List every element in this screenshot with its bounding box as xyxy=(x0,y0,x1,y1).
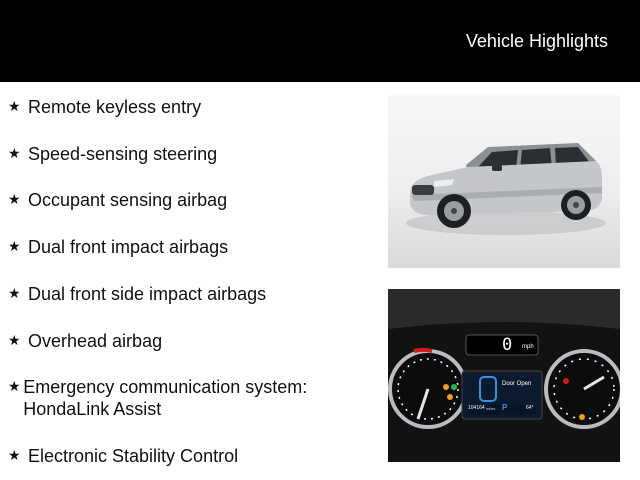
list-item xyxy=(8,189,348,211)
odometer-unit: miles xyxy=(486,406,496,411)
gear-indicator: P xyxy=(502,403,508,412)
list-item xyxy=(8,376,348,420)
star-icon: ★ xyxy=(8,238,21,254)
list-item xyxy=(8,283,348,305)
list-item xyxy=(8,330,348,352)
temperature-readout: 64° xyxy=(526,405,534,411)
feature-text: Emergency communication system: HondaLink Assist xyxy=(23,377,308,419)
speed-value: 0 xyxy=(502,335,513,355)
speed-unit: mph xyxy=(522,344,534,350)
feature-text: Speed-sensing steering xyxy=(28,144,218,164)
star-icon: ★ xyxy=(8,285,21,301)
cluster-message: Door Open xyxy=(502,381,532,387)
feature-text: Overhead airbag xyxy=(28,331,163,351)
odometer-value: 104164 xyxy=(468,405,485,411)
star-icon: ★ xyxy=(8,191,21,207)
list-item xyxy=(8,96,348,118)
list-item xyxy=(8,143,348,165)
feature-text: Occupant sensing airbag xyxy=(28,190,228,210)
vehicle-exterior-photo xyxy=(388,95,620,268)
feature-text: Dual front side impact airbags xyxy=(28,284,267,304)
list-item xyxy=(8,445,348,467)
star-icon: ★ xyxy=(8,378,21,394)
list-item xyxy=(8,236,348,258)
page-title: Vehicle Highlights xyxy=(465,31,608,51)
star-icon: ★ xyxy=(8,332,21,348)
star-icon: ★ xyxy=(8,145,21,161)
suv-illustration xyxy=(388,95,620,268)
feature-text: Dual front impact airbags xyxy=(28,237,229,257)
feature-text: Electronic Stability Control xyxy=(28,446,239,466)
dashboard-illustration xyxy=(388,289,620,462)
feature-text: Remote keyless entry xyxy=(28,97,202,117)
star-icon: ★ xyxy=(8,98,21,114)
instrument-cluster-photo xyxy=(388,289,620,462)
star-icon: ★ xyxy=(8,447,21,463)
